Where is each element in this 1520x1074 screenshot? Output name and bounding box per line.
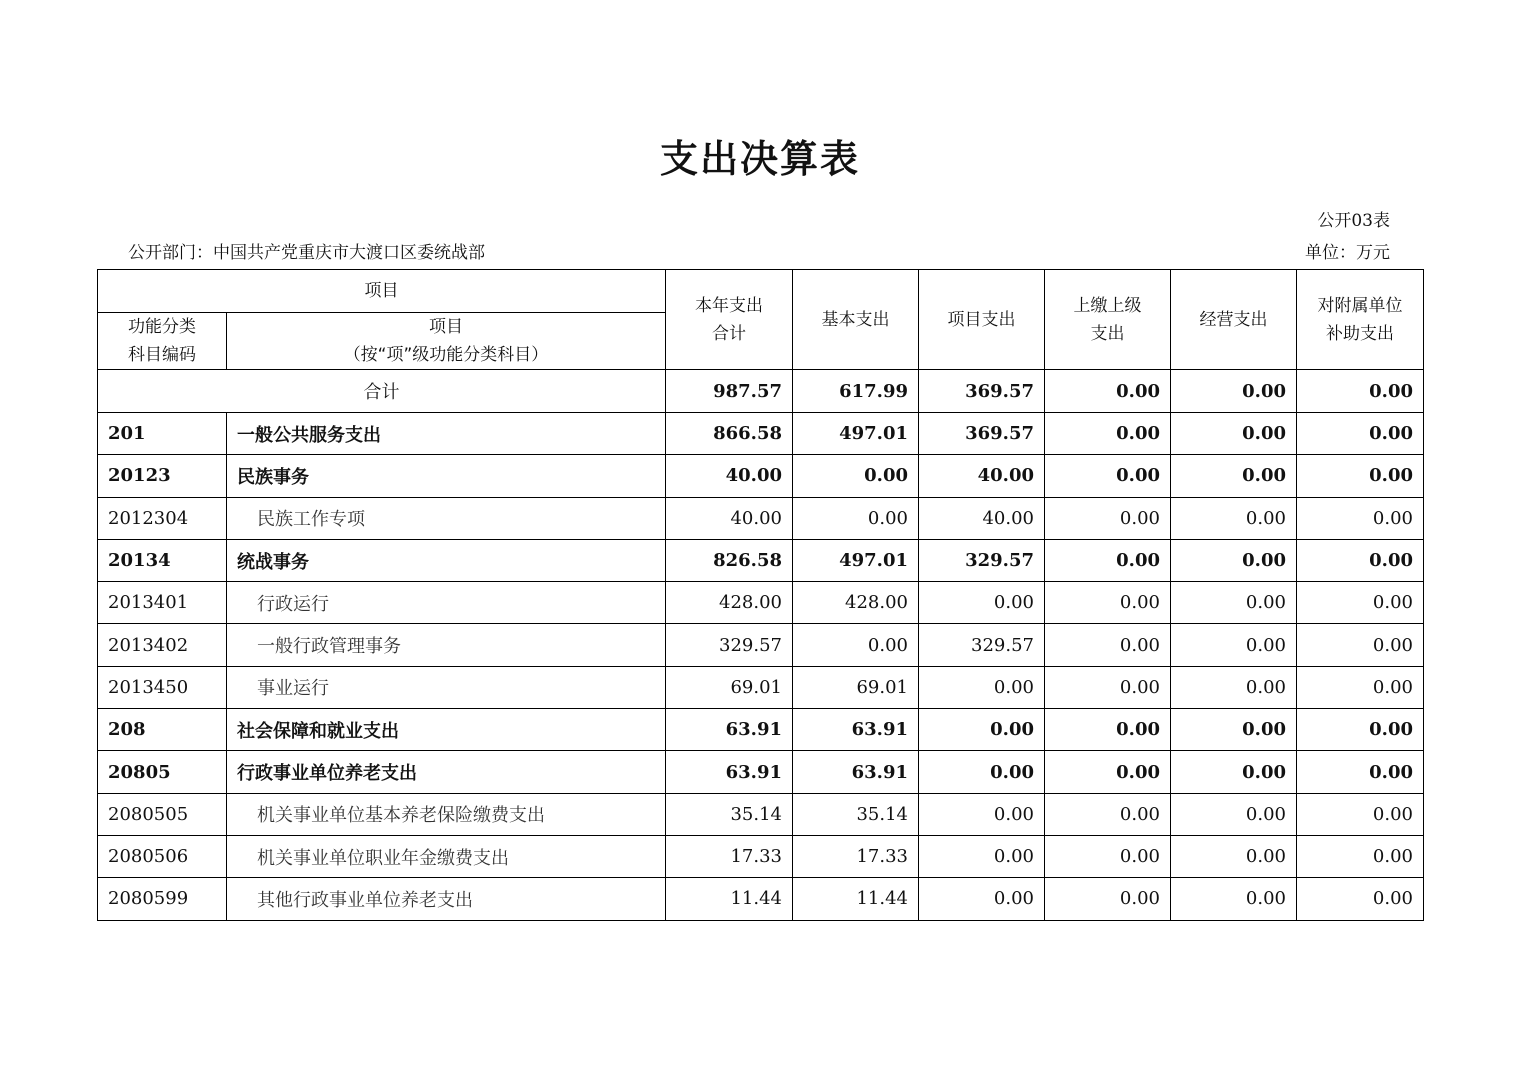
row-code: 2080505: [98, 793, 227, 835]
row-value: 69.01: [793, 666, 919, 708]
row-value: 0.00: [1045, 878, 1171, 920]
table-row: [98, 582, 1424, 624]
row-value: 0.00: [1297, 709, 1424, 751]
row-value: 0.00: [919, 582, 1045, 624]
row-name: 统战事务: [227, 539, 666, 581]
row-value: 40.00: [919, 497, 1045, 539]
row-value: 0.00: [1297, 497, 1424, 539]
row-value: 0.00: [1171, 497, 1297, 539]
row-value: 63.91: [666, 709, 793, 751]
row-value: 0.00: [1171, 709, 1297, 751]
row-value: 0.00: [1171, 793, 1297, 835]
total-value: 369.57: [919, 370, 1045, 413]
row-value: 0.00: [1045, 582, 1171, 624]
row-value: 428.00: [666, 582, 793, 624]
row-name: 其他行政事业单位养老支出: [227, 878, 666, 920]
row-value: 497.01: [793, 539, 919, 581]
department-label: 公开部门：中国共产党重庆市大渡口区委统战部: [128, 243, 485, 263]
row-code: 2013402: [98, 624, 227, 666]
page-title: 支出决算表: [659, 137, 860, 181]
row-value: 0.00: [1171, 751, 1297, 793]
row-value: 0.00: [919, 878, 1045, 920]
row-value: 0.00: [1045, 666, 1171, 708]
row-value: 35.14: [666, 793, 793, 835]
row-name: 一般行政管理事务: [227, 624, 666, 666]
header-upper-payment: 上缴上级 支出: [1045, 270, 1171, 370]
row-value: 369.57: [919, 413, 1045, 455]
row-code: 201: [98, 413, 227, 455]
header-basic: 基本支出: [793, 270, 919, 370]
row-value: 329.57: [919, 539, 1045, 581]
table-row: [98, 624, 1424, 666]
row-code: 20805: [98, 751, 227, 793]
row-name: 民族事务: [227, 455, 666, 497]
row-name: 事业运行: [227, 666, 666, 708]
table-row: [98, 751, 1424, 793]
table-row: [98, 455, 1424, 497]
row-value: 0.00: [1297, 413, 1424, 455]
row-value: 0.00: [1171, 624, 1297, 666]
header-total: 本年支出 合计: [666, 270, 793, 370]
row-value: 0.00: [1171, 666, 1297, 708]
total-row: [98, 370, 1424, 413]
row-value: 329.57: [919, 624, 1045, 666]
row-value: 0.00: [919, 666, 1045, 708]
total-label: 合计: [98, 370, 666, 413]
row-value: 497.01: [793, 413, 919, 455]
header-code: 功能分类 科目编码: [98, 313, 227, 370]
row-value: 0.00: [1297, 666, 1424, 708]
row-value: 866.58: [666, 413, 793, 455]
row-value: 0.00: [1297, 455, 1424, 497]
table-row: [98, 878, 1424, 920]
row-name: 行政运行: [227, 582, 666, 624]
row-code: 208: [98, 709, 227, 751]
header-name: 项目 （按“项”级功能分类科目）: [227, 313, 666, 370]
table-row: [98, 793, 1424, 835]
table-row: [98, 835, 1424, 877]
table-row: [98, 497, 1424, 539]
row-value: 40.00: [666, 497, 793, 539]
row-value: 35.14: [793, 793, 919, 835]
row-value: 0.00: [1171, 539, 1297, 581]
unit-label: 单位：万元: [1305, 243, 1390, 263]
row-value: 0.00: [1171, 455, 1297, 497]
row-value: 0.00: [1045, 835, 1171, 877]
row-value: 0.00: [1045, 413, 1171, 455]
row-value: 0.00: [1297, 793, 1424, 835]
total-value: 0.00: [1297, 370, 1424, 413]
row-value: 0.00: [1297, 835, 1424, 877]
form-number: 公开03表: [1317, 211, 1390, 231]
row-value: 0.00: [1045, 455, 1171, 497]
row-name: 行政事业单位养老支出: [227, 751, 666, 793]
row-value: 0.00: [1171, 835, 1297, 877]
row-value: 63.91: [793, 709, 919, 751]
row-value: 329.57: [666, 624, 793, 666]
row-code: 2012304: [98, 497, 227, 539]
row-value: 0.00: [793, 624, 919, 666]
row-value: 17.33: [666, 835, 793, 877]
row-name: 机关事业单位基本养老保险缴费支出: [227, 793, 666, 835]
row-value: 40.00: [666, 455, 793, 497]
total-value: 617.99: [793, 370, 919, 413]
row-code: 2080506: [98, 835, 227, 877]
row-value: 0.00: [919, 793, 1045, 835]
row-value: 0.00: [1171, 413, 1297, 455]
row-value: 826.58: [666, 539, 793, 581]
row-name: 社会保障和就业支出: [227, 709, 666, 751]
row-value: 428.00: [793, 582, 919, 624]
row-name: 一般公共服务支出: [227, 413, 666, 455]
row-value: 0.00: [1297, 582, 1424, 624]
row-value: 0.00: [1171, 878, 1297, 920]
row-name: 机关事业单位职业年金缴费支出: [227, 835, 666, 877]
total-value: 0.00: [1171, 370, 1297, 413]
row-value: 63.91: [793, 751, 919, 793]
total-value: 0.00: [1045, 370, 1171, 413]
row-value: 0.00: [793, 455, 919, 497]
row-value: 17.33: [793, 835, 919, 877]
row-code: 20123: [98, 455, 227, 497]
row-value: 11.44: [793, 878, 919, 920]
header-project: 项目: [98, 270, 666, 313]
expenditure-table: [97, 269, 1424, 921]
row-code: 2080599: [98, 878, 227, 920]
row-code: 20134: [98, 539, 227, 581]
header-project-expense: 项目支出: [919, 270, 1045, 370]
row-value: 0.00: [793, 497, 919, 539]
table-row: [98, 709, 1424, 751]
header-subsidy: 对附属单位 补助支出: [1297, 270, 1424, 370]
table-row: [98, 666, 1424, 708]
row-value: 69.01: [666, 666, 793, 708]
row-value: 0.00: [1171, 582, 1297, 624]
row-value: 0.00: [919, 709, 1045, 751]
header-business: 经营支出: [1171, 270, 1297, 370]
row-code: 2013450: [98, 666, 227, 708]
row-value: 11.44: [666, 878, 793, 920]
table-row: [98, 413, 1424, 455]
row-value: 0.00: [1045, 793, 1171, 835]
row-value: 0.00: [1045, 539, 1171, 581]
total-value: 987.57: [666, 370, 793, 413]
row-value: 0.00: [1297, 878, 1424, 920]
row-value: 0.00: [919, 835, 1045, 877]
row-value: 40.00: [919, 455, 1045, 497]
row-value: 0.00: [919, 751, 1045, 793]
row-value: 0.00: [1045, 709, 1171, 751]
row-name: 民族工作专项: [227, 497, 666, 539]
row-value: 0.00: [1045, 497, 1171, 539]
row-value: 0.00: [1045, 751, 1171, 793]
row-value: 0.00: [1297, 751, 1424, 793]
table-row: [98, 539, 1424, 581]
row-value: 0.00: [1297, 539, 1424, 581]
row-value: 0.00: [1045, 624, 1171, 666]
row-value: 0.00: [1297, 624, 1424, 666]
row-value: 63.91: [666, 751, 793, 793]
row-code: 2013401: [98, 582, 227, 624]
